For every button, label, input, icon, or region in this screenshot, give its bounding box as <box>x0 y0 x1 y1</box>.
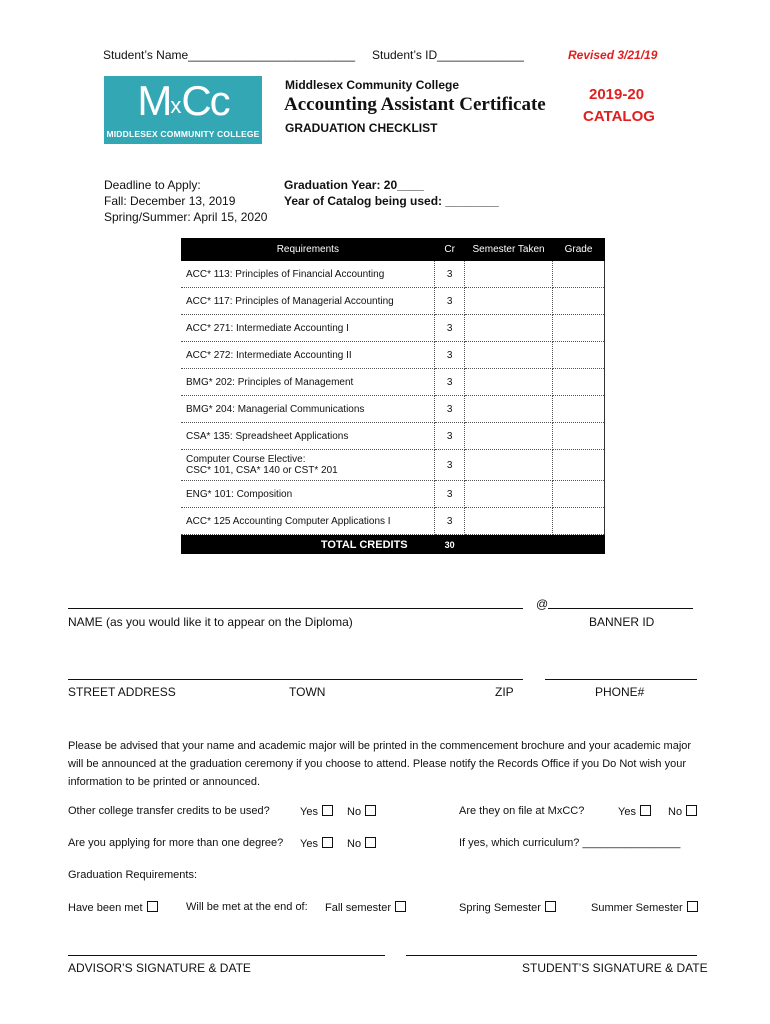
transfer-no[interactable]: No <box>347 805 376 818</box>
credits: 3 <box>435 342 465 369</box>
credits: 3 <box>435 315 465 342</box>
credits: 3 <box>435 261 465 288</box>
checkbox-icon[interactable] <box>365 837 376 848</box>
semester-cell[interactable] <box>465 315 553 342</box>
grade-cell[interactable] <box>553 450 605 481</box>
logo-subtitle: MIDDLESEX COMMUNITY COLLEGE <box>106 129 260 139</box>
header-semester: Semester Taken <box>465 238 553 261</box>
transfer-yes[interactable]: Yes <box>300 805 333 818</box>
requirement-name: ACC* 272: Intermediate Accounting II <box>181 342 435 369</box>
requirement-name: ACC* 113: Principles of Financial Accounting <box>181 261 435 288</box>
address-line[interactable] <box>68 679 523 680</box>
town-label: TOWN <box>289 685 326 699</box>
more-degree-yes[interactable]: Yes <box>300 837 333 850</box>
deadline-label: Deadline to Apply: <box>104 178 201 192</box>
semester-cell[interactable] <box>465 369 553 396</box>
checkbox-icon[interactable] <box>686 805 697 816</box>
credits: 3 <box>435 450 465 481</box>
street-label: STREET ADDRESS <box>68 685 176 699</box>
banner-at: @ <box>536 597 549 611</box>
semester-cell[interactable] <box>465 423 553 450</box>
student-id-field[interactable]: Student’s ID_____________ <box>372 48 524 62</box>
table-row <box>181 315 605 342</box>
on-file-no[interactable]: No <box>668 805 697 818</box>
catalog-year: 2019-20 <box>589 86 645 103</box>
grade-cell[interactable] <box>553 315 605 342</box>
program-title: Accounting Assistant Certificate <box>284 94 546 115</box>
requirement-name: BMG* 202: Principles of Management <box>181 369 435 396</box>
fall-option[interactable]: Fall semester <box>325 901 406 914</box>
total-row <box>181 535 605 555</box>
student-signature-label: STUDENT’S SIGNATURE & DATE <box>522 961 708 975</box>
credits: 3 <box>435 481 465 508</box>
advisor-signature-line[interactable] <box>68 955 385 956</box>
requirement-name: BMG* 204: Managerial Communications <box>181 396 435 423</box>
semester-cell[interactable] <box>465 481 553 508</box>
deadline-block <box>104 177 267 225</box>
catalog-label: CATALOG <box>583 108 655 125</box>
student-name-field[interactable]: Student’s Name_________________________ <box>103 48 356 62</box>
credits: 3 <box>435 288 465 315</box>
requirement-name: CSA* 135: Spreadsheet Applications <box>181 423 435 450</box>
been-met-option[interactable]: Have been met <box>68 901 158 914</box>
college-name: Middlesex Community College <box>285 78 460 92</box>
table-row <box>181 342 605 369</box>
grade-cell[interactable] <box>553 508 605 535</box>
grade-cell[interactable] <box>553 423 605 450</box>
table-row <box>181 396 605 423</box>
requirement-name: ENG* 101: Composition <box>181 481 435 508</box>
banner-label: BANNER ID <box>589 615 655 629</box>
on-file-question: Are they on file at MxCC? <box>459 805 585 817</box>
catalog-used-field[interactable]: Year of Catalog being used: ________ <box>284 194 499 208</box>
total-filler <box>465 535 553 555</box>
zip-label: ZIP <box>495 685 514 699</box>
table-row <box>181 369 605 396</box>
more-degree-question: Are you applying for more than one degree? <box>68 837 284 849</box>
total-value: 30 <box>435 535 465 555</box>
checkbox-icon[interactable] <box>545 901 556 912</box>
name-line[interactable] <box>68 608 523 609</box>
checkbox-icon[interactable] <box>147 901 158 912</box>
on-file-yes[interactable]: Yes <box>618 805 651 818</box>
table-row <box>181 261 605 288</box>
header-credits: Cr <box>435 238 465 261</box>
requirements-table <box>181 238 605 554</box>
semester-cell[interactable] <box>465 288 553 315</box>
deadline-fall: Fall: December 13, 2019 <box>104 194 236 208</box>
phone-label: PHONE# <box>595 685 645 699</box>
revised-date: Revised 3/21/19 <box>568 48 658 62</box>
college-logo <box>104 76 262 144</box>
student-signature-line[interactable] <box>406 955 697 956</box>
table-row <box>181 423 605 450</box>
header-grade: Grade <box>553 238 605 261</box>
total-filler <box>553 535 605 555</box>
advisor-signature-label: ADVISOR’S SIGNATURE & DATE <box>68 961 251 975</box>
grade-cell[interactable] <box>553 481 605 508</box>
graduation-block <box>284 177 499 209</box>
table-header-row <box>181 238 605 261</box>
semester-cell[interactable] <box>465 342 553 369</box>
checkbox-icon[interactable] <box>322 837 333 848</box>
deadline-spring: Spring/Summer: April 15, 2020 <box>104 210 268 224</box>
credits: 3 <box>435 396 465 423</box>
checkbox-icon[interactable] <box>365 805 376 816</box>
table-row <box>181 288 605 315</box>
requirement-name: ACC* 117: Principles of Managerial Accounting <box>181 288 435 315</box>
which-curriculum-field[interactable]: If yes, which curriculum? ________________ <box>459 837 681 849</box>
table-row <box>181 508 605 535</box>
logo-mark: MxCc <box>137 77 229 124</box>
requirements-heading: Graduation Requirements: <box>68 869 198 881</box>
semester-cell[interactable] <box>465 450 553 481</box>
requirement-name: Computer Course Elective: CSC* 101, CSA* 140 or CST* 201 <box>181 450 435 481</box>
phone-line[interactable] <box>545 679 697 680</box>
semester-cell[interactable] <box>465 396 553 423</box>
credits: 3 <box>435 369 465 396</box>
grade-cell[interactable] <box>553 288 605 315</box>
more-degree-no[interactable]: No <box>347 837 376 850</box>
grade-cell[interactable] <box>553 369 605 396</box>
requirement-name: ACC* 271: Intermediate Accounting I <box>181 315 435 342</box>
table-row <box>181 481 605 508</box>
grade-cell[interactable] <box>553 261 605 288</box>
checkbox-icon[interactable] <box>395 901 406 912</box>
graduation-year-field[interactable]: Graduation Year: 20____ <box>284 178 424 192</box>
name-label: NAME (as you would like it to appear on the Diploma) <box>68 615 353 629</box>
spring-option[interactable]: Spring Semester <box>459 901 556 914</box>
credits: 3 <box>435 423 465 450</box>
requirement-name: ACC* 125 Accounting Computer Applications I <box>181 508 435 535</box>
will-be-met-label: Will be met at the end of: <box>186 901 308 913</box>
semester-cell[interactable] <box>465 261 553 288</box>
credits: 3 <box>435 508 465 535</box>
checkbox-icon[interactable] <box>687 901 698 912</box>
checkbox-icon[interactable] <box>640 805 651 816</box>
checkbox-icon[interactable] <box>322 805 333 816</box>
grade-cell[interactable] <box>553 342 605 369</box>
banner-line[interactable] <box>548 608 693 609</box>
transfer-question: Other college transfer credits to be used? <box>68 805 270 817</box>
table-row <box>181 450 605 481</box>
semester-cell[interactable] <box>465 508 553 535</box>
notice-paragraph: Please be advised that your name and academic major will be printed in the commencement brochure and your academic major will be announced at the graduation ceremony if you choose to attend. Please notify the Records Office if you Do Not wish your information to be printed or announced. <box>68 740 692 788</box>
header-requirements: Requirements <box>181 238 435 261</box>
grade-cell[interactable] <box>553 396 605 423</box>
summer-option[interactable]: Summer Semester <box>591 901 698 914</box>
checklist-subtitle: GRADUATION CHECKLIST <box>285 121 438 135</box>
total-label: TOTAL CREDITS <box>181 535 435 555</box>
